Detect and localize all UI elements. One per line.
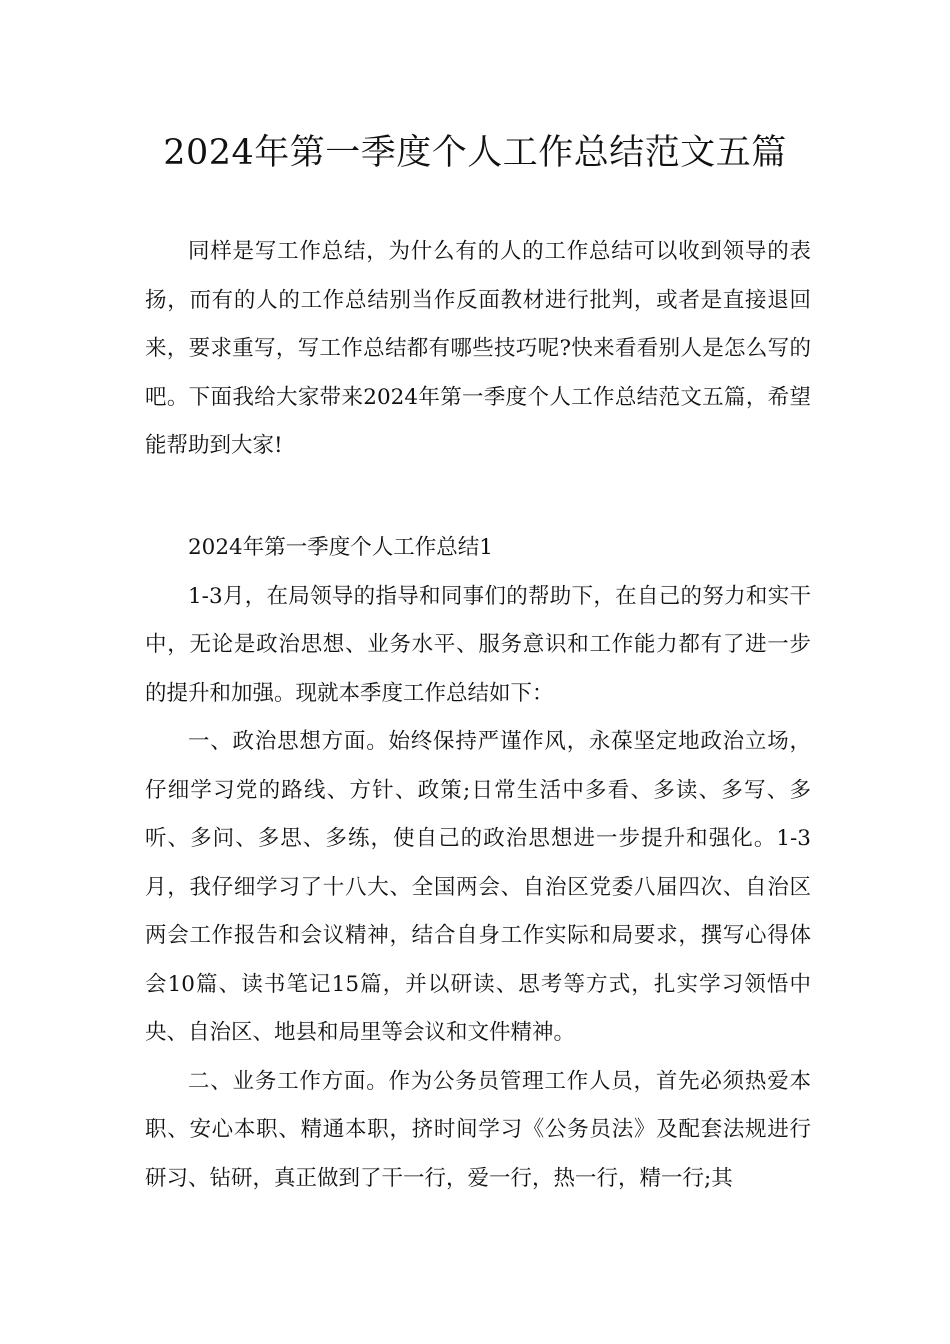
intro-block	[145, 228, 811, 471]
body-paragraph: 二、业务工作方面。作为公务员管理工作人员，首先必须热爱本职、安心本职、精通本职，挤时间学习《公务员法》及配套法规进行研习、钻研，真正做到了干一行，爱一行，热一行，精一行;其	[145, 1068, 811, 1191]
body-paragraph: 1-3月，在局领导的指导和同事们的帮助下，在自己的努力和实干中，无论是政治思想、业务水平、服务意识和工作能力都有了进一步的提升和加强。现就本季度工作总结如下：	[145, 583, 811, 706]
body-paragraph: 一、政治思想方面。始终保持严谨作风，永葆坚定地政治立场，仔细学习党的路线、方针、政策;日常生活中多看、多读、多写、多听、多问、多思、多练，使自己的政治思想进一步提升和强化。1-3月，我仔细学习了十八大、全国两会、自治区党委八届四次、自治区两会工作报告和会议精神，结合自身工作实际和局要求，撰写心得体会10篇、读书笔记15篇，并以研读、思考等方式，扎实学习领悟中央、自治区、地县和局里等会议和文件精神。	[145, 729, 811, 1045]
document-title: 2024年第一季度个人工作总结范文五篇	[163, 133, 787, 173]
section-block	[145, 524, 811, 1203]
section-title: 2024年第一季度个人工作总结1	[188, 535, 493, 560]
intro-paragraph: 同样是写工作总结，为什么有的人的工作总结可以收到领导的表扬，而有的人的工作总结别当作反面教材进行批判，或者是直接退回来，要求重写，写工作总结都有哪些技巧呢?快来看看别人是怎么写的吧。下面我给大家带来2024年第一季度个人工作总结范文五篇，希望能帮助到大家!	[145, 239, 811, 458]
